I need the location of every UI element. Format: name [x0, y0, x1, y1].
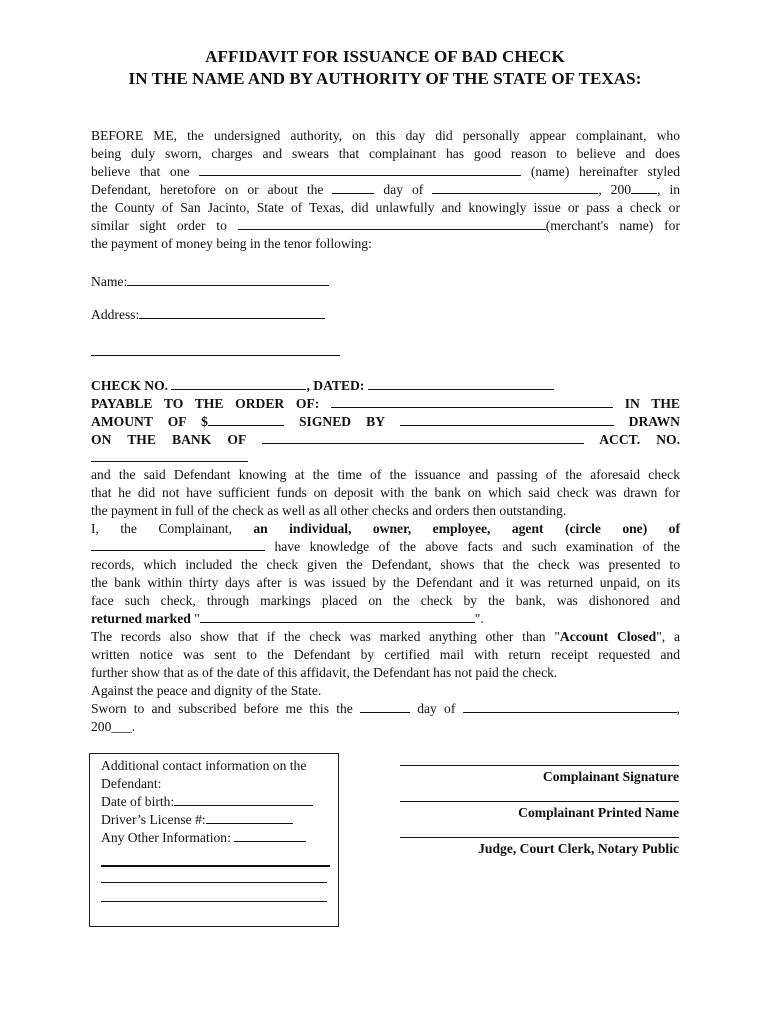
intro-line-4 — [91, 181, 680, 199]
check-number-field[interactable] — [171, 377, 306, 390]
contact-box-heading-1: Additional contact information on the — [101, 758, 307, 773]
quote-close: ". — [474, 611, 484, 626]
other-info-field[interactable] — [234, 829, 306, 842]
knowledge-text: have knowledge of the above facts and such examination of the — [274, 539, 680, 554]
defendant-name-input[interactable] — [127, 273, 329, 286]
amount-field[interactable] — [208, 413, 284, 426]
contact-extra-line-3[interactable] — [101, 901, 327, 902]
on-the-bank-label: ON THE BANK OF — [91, 432, 246, 447]
intro-merchant-prefix: similar sight order to — [91, 218, 227, 233]
body-line-14 — [91, 700, 680, 718]
body-line-9 — [91, 610, 680, 628]
sworn-day-of-label: day of — [417, 701, 456, 716]
other-info-row — [101, 829, 306, 847]
body-line-4 — [91, 520, 680, 538]
drivers-license-row — [101, 811, 293, 829]
body-line-1: and the said Defendant knowing at the time of the issuance and passing of the aforesaid check — [91, 467, 680, 482]
amount-row — [91, 413, 680, 431]
intro-line-6 — [91, 217, 680, 235]
contact-box-heading-2: Defendant: — [101, 776, 162, 791]
body-line-15: 200___. — [91, 719, 136, 734]
name-row — [91, 273, 680, 291]
intro-line-7: the payment of money being in the tenor following: — [91, 236, 372, 251]
body-line-3: the payment in full of the check as well as all other checks and orders then outstanding. — [91, 503, 567, 518]
sworn-month-field[interactable] — [463, 700, 677, 713]
defendant-contact-box — [89, 753, 339, 927]
payable-label: PAYABLE TO THE ORDER OF: — [91, 396, 320, 411]
sworn-comma: , — [676, 701, 680, 716]
bank-name-field[interactable] — [262, 431, 584, 444]
bank-row — [91, 431, 680, 449]
address-label: Address: — [91, 307, 140, 322]
check-no-label: CHECK NO. — [91, 378, 169, 393]
role-circle-options: an individual, owner, employee, agent (circle one) of — [253, 521, 680, 536]
complainant-signature-label: Complainant Signature — [542, 769, 679, 784]
body-line-8: face such check, through markings placed on the check by the bank, was dishonored and — [91, 593, 680, 608]
dob-row — [101, 793, 313, 811]
offense-year-field[interactable] — [631, 181, 657, 194]
intro-line-1: BEFORE ME, the undersigned authority, on this day did personally appear complainant, who — [91, 128, 680, 143]
intro-line-3 — [91, 163, 680, 181]
intro-merchant-label: (merchant's name) for — [545, 218, 680, 233]
signed-by-field[interactable] — [400, 413, 614, 426]
records-text: The records also show that if the check was marked anything other than " — [91, 629, 560, 644]
judge-signature-line[interactable] — [400, 837, 679, 838]
drivers-license-field[interactable] — [206, 811, 293, 824]
quote-open: " — [194, 611, 200, 626]
account-closed-text: Account Closed — [559, 629, 657, 644]
intro-styled-label: (name) hereinafter styled — [530, 164, 680, 179]
body-line-5 — [91, 538, 680, 556]
address-input-line-2[interactable] — [91, 355, 340, 356]
check-date-field[interactable] — [368, 377, 554, 390]
payee-field[interactable] — [331, 395, 613, 408]
returned-marked-label: returned marked — [91, 611, 191, 626]
business-name-field[interactable] — [91, 538, 265, 551]
address-row — [91, 306, 680, 324]
acct-no-label: ACCT. NO. — [599, 432, 680, 447]
document-title-line-2: IN THE NAME AND BY AUTHORITY OF THE STATE OF TEXAS: — [128, 69, 642, 88]
complainant-signature-line[interactable] — [400, 765, 679, 766]
sworn-day-field[interactable] — [360, 700, 410, 713]
merchant-name-field[interactable] — [238, 217, 546, 230]
name-label: Name: — [91, 274, 128, 289]
body-line-13: Against the peace and dignity of the State. — [91, 683, 322, 698]
drawn-label: DRAWN — [628, 414, 680, 429]
address-input-line-1[interactable] — [139, 306, 325, 319]
complainant-printed-name-line[interactable] — [400, 801, 679, 802]
body-line-11: written notice was sent to the Defendant by certified mail with return receipt requested and — [91, 647, 680, 662]
signed-by-label: SIGNED BY — [298, 414, 385, 429]
judge-clerk-notary-label: Judge, Court Clerk, Notary Public — [478, 841, 679, 856]
intro-about-label: Defendant, heretofore on or about the — [91, 182, 324, 197]
offense-month-field[interactable] — [432, 181, 598, 194]
records-text-end: ", a — [656, 629, 680, 644]
complainant-label: I, the Complainant, — [91, 521, 232, 536]
payable-row — [91, 395, 680, 413]
intro-in-label: , in — [657, 182, 681, 197]
defendant-name-field[interactable] — [199, 163, 521, 176]
check-number-row — [91, 377, 680, 395]
offense-day-field[interactable] — [332, 181, 374, 194]
contact-extra-line-2[interactable] — [101, 882, 327, 883]
complainant-printed-name-label: Complainant Printed Name — [518, 805, 679, 820]
contact-extra-line-1[interactable] — [101, 865, 330, 867]
dated-label: , DATED: — [306, 378, 365, 393]
intro-year-prefix: , 200 — [598, 182, 632, 197]
amount-label: AMOUNT OF $ — [91, 414, 208, 429]
body-line-7: the bank within thirty days after is was issued by the Defendant and it was returned unpaid, on its — [91, 575, 680, 590]
body-line-12: further show that as of the date of this affidavit, the Defendant has not paid the check. — [91, 665, 558, 680]
body-line-2: that he did not have sufficient funds on deposit with the bank on which said check was drawn for — [91, 485, 680, 500]
account-number-field[interactable] — [91, 461, 248, 462]
drivers-license-label: Driver’s License #: — [101, 812, 206, 827]
dob-field[interactable] — [174, 793, 313, 806]
returned-marking-field[interactable] — [200, 610, 475, 623]
body-line-10 — [91, 628, 680, 646]
intro-believe-label: believe that one — [91, 164, 190, 179]
sworn-text: Sworn to and subscribed before me this the — [91, 701, 353, 716]
intro-line-5: the County of San Jacinto, State of Texas, did unlawfully and knowingly issue or pass a check or — [91, 200, 680, 215]
dob-label: Date of birth: — [101, 794, 175, 809]
body-line-6: records, which included the check given the Defendant, shows that the check was presented to — [91, 557, 680, 572]
document-title-line-1: AFFIDAVIT FOR ISSUANCE OF BAD CHECK — [205, 47, 565, 66]
intro-line-2: being duly sworn, charges and swears that complainant has good reason to believe and does — [91, 146, 680, 161]
other-info-label: Any Other Information: — [101, 830, 231, 845]
in-the-label: IN THE — [624, 396, 680, 411]
intro-day-of-label: day of — [383, 182, 424, 197]
